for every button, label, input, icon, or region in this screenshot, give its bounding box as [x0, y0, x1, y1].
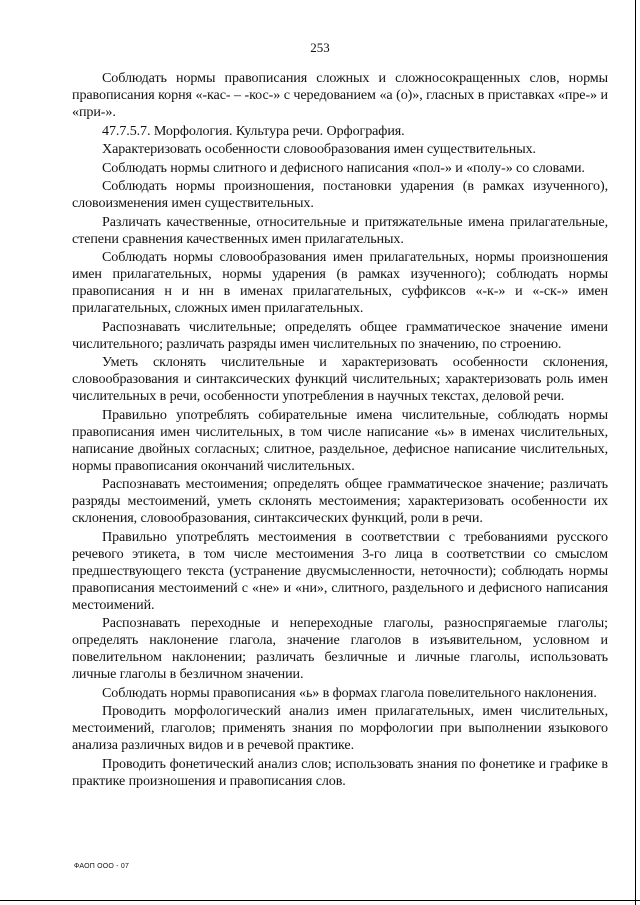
paragraph: Уметь склонять числительные и характеризовать особенности склонения, словообразования и синтаксических функций числительных; характеризовать роль имен числительных в речи, особенности употребления в научных текстах, деловой речи. [72, 354, 608, 404]
paragraph: Проводить морфологический анализ имен прилагательных, имен числительных, местоимений, глаголов; применять знания по морфологии при выполнении языкового анализа различных видов и в речевой практике. [72, 703, 608, 753]
paragraph: Распознавать числительные; определять общее грамматическое значение имени числительного; различать разряды имен числительных по значению, по строению. [72, 318, 608, 352]
section-heading: 47.7.5.7. Морфология. Культура речи. Орфография. [102, 122, 405, 139]
page-body [72, 70, 608, 791]
scan-edge-right [635, 0, 636, 905]
paragraph: Проводить фонетический анализ слов; использовать знания по фонетике и графике в практике произношения и правописания слов. [72, 755, 608, 789]
page-footer: ФАОП ООО - 07 [74, 863, 130, 870]
paragraph: Правильно употреблять местоимения в соответствии с требованиями русского речевого этикета, в том числе местоимения 3-го лица в соответствии со смыслом предшествующего текста (устранение двусмысленности, неточности); соблюдать нормы правописания местоимений с «не» и «ни», слитного, раздельного и дефисного написания местоимений. [72, 528, 608, 613]
paragraph: Соблюдать нормы слитного и дефисного написания «пол-» и «полу-» со словами. [102, 159, 585, 176]
paragraph: Распознавать переходные и непереходные глаголы, разноспрягаемые глаголы; определять наклонение глагола, значение глаголов в изъявительном, условном и повелительном наклонении; различать безличные и личные глаголы, использовать личные глаголы в безличном значении. [72, 615, 608, 682]
paragraph: Соблюдать нормы правописания сложных и сложносокращенных слов, нормы правописания корня «-кас- – -кос-» с чередованием «а (о)», гласных в приставках «пре-» и «при-». [72, 70, 608, 120]
paragraph: Соблюдать нормы произношения, постановки ударения (в рамках изученного), словоизменения имен существительных. [72, 178, 608, 211]
scan-edge-bottom [0, 900, 640, 901]
paragraph: Соблюдать нормы правописания «ь» в формах глагола повелительного наклонения. [102, 684, 597, 701]
paragraph: Распознавать местоимения; определять общее грамматическое значение; различать разряды местоимений, уметь склонять местоимения; характеризовать особенности их склонения, словообразования, синтаксических функций, роли в речи. [72, 476, 608, 526]
paragraph: Правильно употреблять собирательные имена числительные, соблюдать нормы правописания имен числительных, в том числе написание «ь» в именах числительных, написание двойных согласных; слитное, раздельное, дефисное написание числительных, нормы правописания окончаний числительных. [72, 406, 608, 474]
paragraph: Характеризовать особенности словообразования имен существительных. [102, 141, 536, 157]
paragraph: Различать качественные, относительные и притяжательные имена прилагательные, степени сравнения качественных имен прилагательных. [72, 213, 608, 247]
page-number: 253 [310, 40, 330, 55]
paragraph: Соблюдать нормы словообразования имен прилагательных, нормы произношения имен прилагательных, нормы ударения (в рамках изученного); соблюдать нормы правописания н и нн в именах прилагательных, суффиксов «-к-» и «-ск-» имен прилагательных, сложных имен прилагательных. [72, 249, 608, 316]
